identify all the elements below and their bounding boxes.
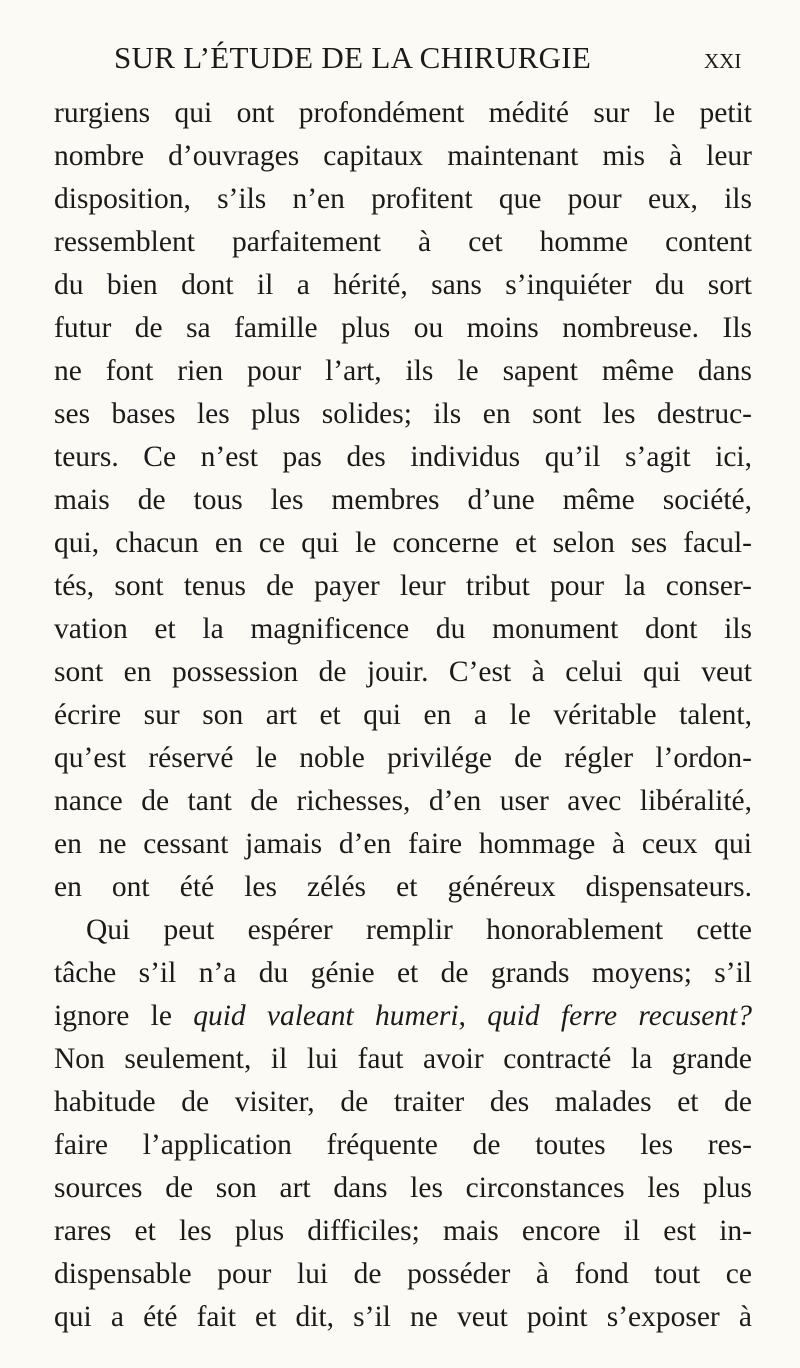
text-line: ne font rien pour l’art, ils le sapent même dans [54,355,752,387]
text-line: rurgiens qui ont profondément médité sur le petit [54,97,752,129]
text-line: écrire sur son art et qui en a le véritable talent, [54,699,752,731]
text-line: nombre d’ouvrages capitaux maintenant mis à leur [54,140,752,172]
text-line: teurs. Ce n’est pas des individus qu’il s’agit ici, [54,441,752,473]
text-line: en ont été les zélés et généreux dispensateurs. [54,871,752,903]
running-title: SUR L’ÉTUDE DE LA CHIRURGIE [114,40,592,75]
text-line: qui a été fait et dit, s’il ne veut point s’exposer à [54,1301,752,1333]
text-line-with-quotation [54,995,752,1038]
text-fragment: ignore le [54,1000,194,1032]
text-line: du bien dont il a hérité, sans s’inquiéter du sort [54,269,752,301]
text-line: dispensable pour lui de posséder à fond tout ce [54,1258,752,1290]
text-line: faire l’application fréquente de toutes les res- [54,1129,752,1161]
text-line: qui, chacun en ce qui le concerne et selon ses facul- [54,527,752,559]
text-line: vation et la magnificence du monument dont ils [54,613,752,645]
text-line: qu’est réservé le noble privilége de régler l’ordon- [54,742,752,774]
latin-quotation: quid valeant humeri, quid ferre recusent? [193,1000,752,1032]
page-header [0,40,800,80]
text-line: sont en possession de jouir. C’est à celui qui veut [54,656,752,688]
text-line: tâche s’il n’a du génie et de grands moyens; s’il [54,957,752,989]
text-line: rares et les plus difficiles; mais encore il est in- [54,1215,752,1247]
paragraph-first-line: Qui peut espérer remplir honorablement cette [86,914,752,946]
text-line: ressemblent parfaitement à cet homme content [54,226,752,258]
text-line: Non seulement, il lui faut avoir contracté la grande [54,1043,752,1075]
text-line: disposition, s’ils n’en profitent que pour eux, ils [54,183,752,215]
text-line: habitude de visiter, de traiter des malades et de [54,1086,752,1118]
text-line: sources de son art dans les circonstances les plus [54,1172,752,1204]
text-line: futur de sa famille plus ou moins nombreuse. Ils [54,312,752,344]
body-text [54,92,752,1339]
text-line: nance de tant de richesses, d’en user avec libéralité, [54,785,752,817]
page-number: xxi [704,42,742,75]
text-line: mais de tous les membres d’une même société, [54,484,752,516]
text-line: en ne cessant jamais d’en faire hommage à ceux qui [54,828,752,860]
text-line: tés, sont tenus de payer leur tribut pour la conser- [54,570,752,602]
text-line: ses bases les plus solides; ils en sont les destruc- [54,398,752,430]
